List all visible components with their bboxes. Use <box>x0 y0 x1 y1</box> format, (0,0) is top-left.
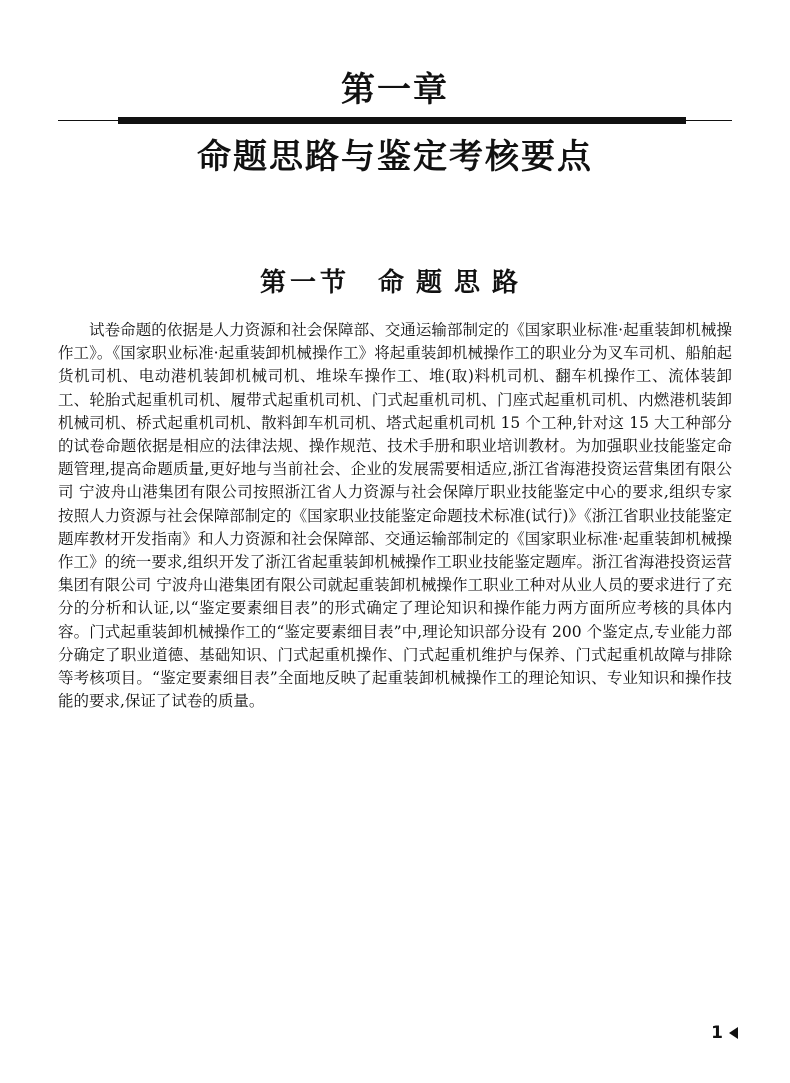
body-paragraph: 试卷命题的依据是人力资源和社会保障部、交通运输部制定的《国家职业标准·起重装卸机械操作工》。《国家职业标准·起重装卸机械操作工》将起重装卸机械操作工的职业分为叉车司机、船舶起货机司机、电动港机装卸机械司机、堆垛车操作工、堆(取)料机司机、翻车机操作工、流体装卸工、轮胎式起重机司机、履带式起重机司机、门式起重机司机、门座式起重机司机、内燃港机装卸机械司机、桥式起重机司机、散料卸车机司机、塔式起重机司机 15 个工种,针对这 15 大工种部分的试卷命题依据是相应的法律法规、操作规范、技术手册和职业培训教材。为加强职业技能鉴定命题管理,提高命题质量,更好地与当前社会、企业的发展需要相适应,浙江省海港投资运营集团有限公司 宁波舟山港集团有限公司按照浙江省人力资源与社会保障厅职业技能鉴定中心的要求,组织专家按照人力资源与社会保障部制定的《国家职业技能鉴定命题技术标准(试行)》《浙江省职业技能鉴定题库教材开发指南》和人力资源和社会保障部、交通运输部制定的《国家职业标准·起重装卸机械操作工》的统一要求,组织开发了浙江省起重装卸机械操作工职业技能鉴定题库。浙江省海港投资运营集团有限公司 宁波舟山港集团有限公司就起重装卸机械操作工职业工种对从业人员的要求进行了充分的分析和认证,以“鉴定要素细目表”的形式确定了理论知识和操作能力两方面所应考核的具体内容。门式起重装卸机械操作工的“鉴定要素细目表”中,理论知识部分设有 200 个鉴定点,专业能力部分确定了职业道德、基础知识、门式起重机操作、门式起重机维护与保养、门式起重机故障与排除等考核项目。“鉴定要素细目表”全面地反映了起重装卸机械操作工的理论知识、专业知识和操作技能的要求,保证了试卷的质量。 <box>58 321 732 711</box>
chapter-label: 第一章 <box>341 70 449 110</box>
section-number: 第一节 <box>259 268 350 298</box>
chapter-title: 命题思路与鉴定考核要点 <box>197 137 593 177</box>
left-triangle-icon <box>729 1027 738 1039</box>
chapter-divider-thick <box>118 117 686 124</box>
page-footer <box>711 1022 738 1044</box>
page-number: 1 <box>711 1023 723 1043</box>
section-title: 命题思路 <box>378 268 531 298</box>
section-heading <box>0 263 790 303</box>
